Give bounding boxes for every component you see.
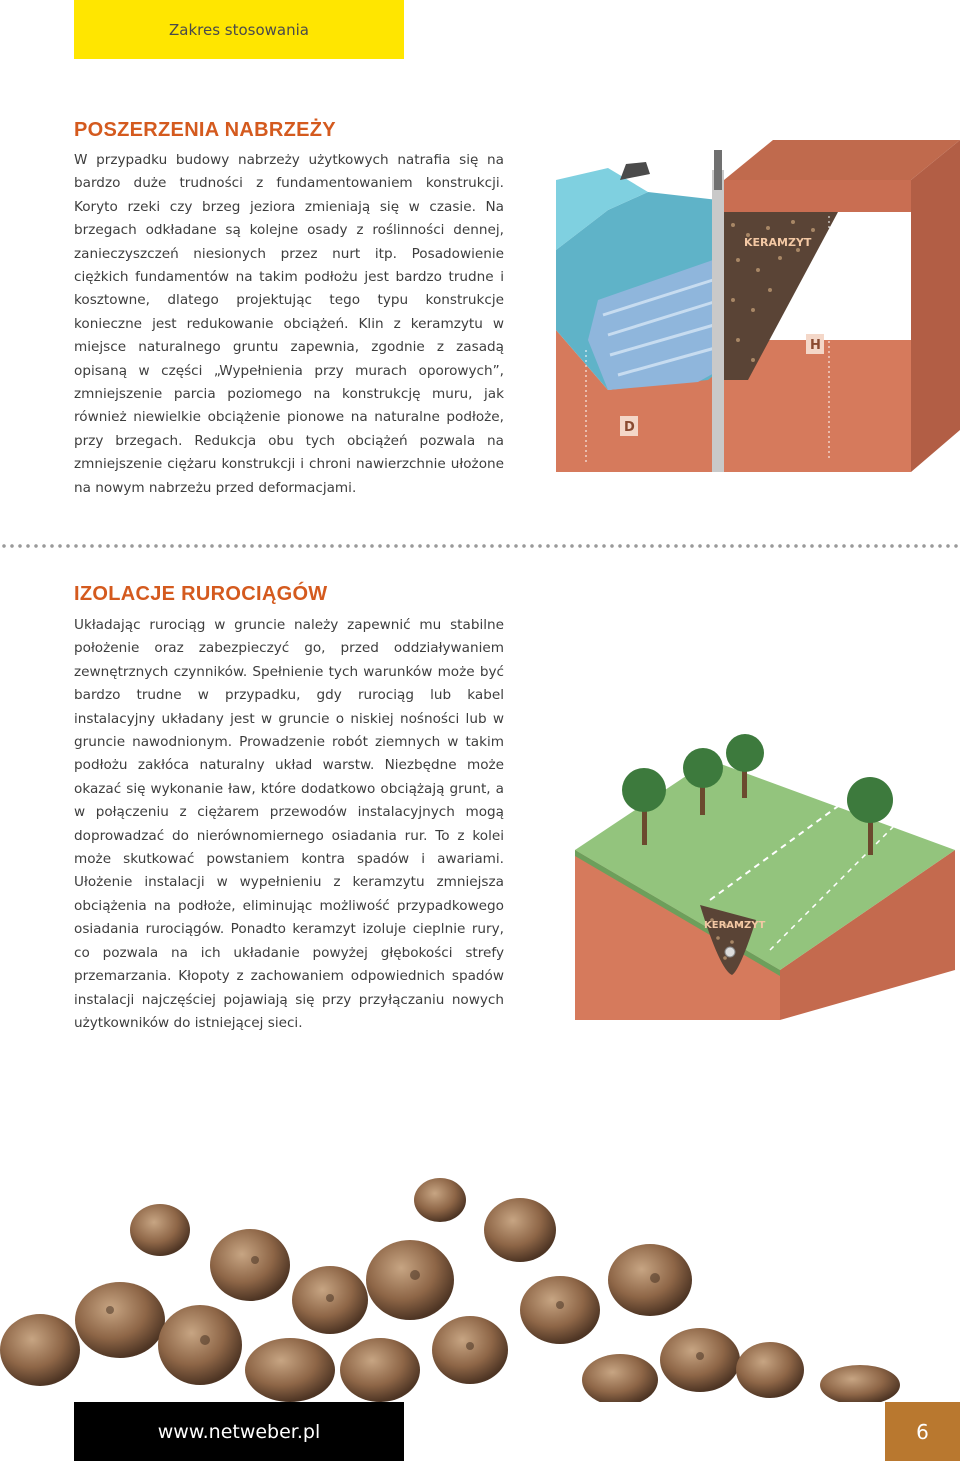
section2-sentence: To z kolei może skutkować powstaniem kontra spadów i awariami.	[74, 827, 504, 868]
section2-sentence: Ponadto keramzyt izoluje cieplnie rury, co pozwala na ich układanie powyżej głębokości strefy przemarzania.	[74, 921, 504, 985]
section2-paragraph	[74, 614, 504, 1035]
section2-sentence: Ułożenie instalacji w wypełnieniu z keramzytu zmniejsza obciążenia na podłoże, eliminując możliwość przypadkowego osiadania rurociągów.	[74, 874, 504, 938]
keramzyt-pebbles-photo	[0, 1170, 960, 1402]
page-number-box	[885, 1402, 960, 1461]
section1-title: POSZERZENIA NABRZEŻY	[74, 119, 336, 141]
h-label: H	[810, 338, 821, 353]
section1-paragraph	[74, 149, 504, 500]
section1-sentence: W przypadku budowy nabrzeży użytkowych natrafia się na bardzo duże trudności z fundamentowaniem konstrukcji. Koryto rzeki czy brzeg jeziora zmieniają się w czasie. Na brzegach odkładane są kolejne osady z roślinności dennej, zanieczyszczeń niesionych przez nurt itp.	[74, 152, 504, 262]
section-tab-label: Zakres stosowania	[169, 20, 309, 39]
pipeline-cross-section-diagram	[560, 720, 960, 1020]
page-number: 6	[916, 1419, 929, 1444]
soil-side	[911, 140, 960, 472]
keramzyt-label: KERAMZYT	[744, 236, 812, 249]
quay-wall	[712, 170, 724, 472]
section1-sentence: Klin z keramzytu w miejsce naturalnego gruntu zapewnia, zgodnie z zasadą opisaną w części „Wypełnienia przy murach oporowych”, zmniejszenie parcia poziomego na konstrukcję muru, jak również niewielkie obciążenie pionowe na naturalne podłoże, przy brzegach.	[74, 315, 504, 449]
wall-top	[714, 150, 722, 190]
dotted-divider	[0, 543, 960, 549]
section2-sentence: Układając rurociąg w gruncie należy zapewnić mu stabilne położenie oraz zabezpieczyć go, przed oddziaływaniem zewnętrznych czynników.	[74, 617, 504, 680]
section2-title: IZOLACJE RUROCIĄGÓW	[74, 583, 328, 605]
section2-sentence: Niezbędne może okazać się wykonanie ław, które dodatkowo obciążają grunt, a w połączeniu z ciężarem przewodów instalacyjnych mogą doprowadzać do nierównomiernego osiadania rur.	[74, 757, 505, 844]
boat-icon	[620, 162, 650, 180]
section1-sentence: Redukcja obu tych obciążeń pozwala na zmniejszenie ciężaru konstrukcji i chroni nawierzchnie ułożone na nowym nabrzeżu przed deformacjami.	[74, 432, 504, 496]
pipe-icon	[725, 947, 735, 957]
footer-website[interactable]	[74, 1402, 404, 1461]
website-link[interactable]: www.netweber.pl	[157, 1420, 321, 1443]
section1-sentence: Posadowienie ciężkich fundamentów na takim podłożu jest bardzo trudne i kosztowne, dlatego projektując tego typu konstrukcje konieczne jest redukowanie obciążeń.	[74, 245, 504, 332]
quay-cross-section-diagram	[548, 140, 960, 480]
keramzyt-label: KERAMZYT	[704, 920, 766, 931]
section2-sentence: Prowadzenie robót ziemnych w takim podłożu zakłóca naturalny układ warstw.	[74, 734, 505, 774]
section2-sentence: Kłopoty z zachowaniem odpowiednich spadów instalacji najczęściej pojawiają się przy przyłączaniu nowych użytkowników do istniejącej sieci.	[74, 968, 504, 1031]
d-label: D	[624, 420, 635, 435]
section2-sentence: Spełnienie tych warunków może być bardzo trudne w przypadku, gdy rurociąg lub kabel instalacyjny układany jest w gruncie o niskiej nośności lub w gruncie nawodnionym.	[74, 663, 504, 751]
surface-layer	[724, 180, 911, 212]
section-tab	[74, 0, 404, 59]
